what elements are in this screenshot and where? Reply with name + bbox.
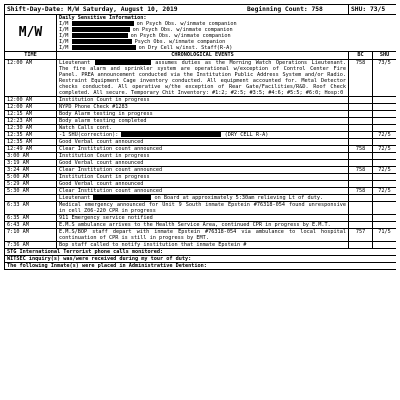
log-event: Clear Institution count announced [57,146,349,153]
header-row [5,5,397,15]
redaction-bar [93,195,151,200]
log-row [5,215,397,222]
log-bc [349,111,373,118]
log-bc: 757 [349,229,373,242]
log-time: 12:49 AM [5,146,57,153]
log-event: Body Alarm testing in progress [57,111,349,118]
log-time: 12:30 AM [5,125,57,132]
dsi-line: I/M on Psych Obs. w/inmate companion [59,33,231,39]
redaction-bar [72,39,132,44]
log-event: Clear Institution count announced [57,188,349,195]
header-cell [5,5,349,15]
dsi-line: I/M on Psych Obs. w/inmate companion [59,27,233,33]
redaction-bar [72,21,134,26]
log-bc: 758 [349,60,373,97]
log-row [5,181,397,188]
log-row [5,167,397,174]
log-bc [349,174,373,181]
log-event: NYPD Phone Check #1283 [57,104,349,111]
log-shu [373,125,396,132]
log-time: 12:00 AM [5,104,57,111]
dsi-line: I/M Psych Obs. w/inmate companion [59,39,226,45]
log-time: 3:24 AM [5,167,57,174]
log-time: 7:10 AM [5,229,57,242]
log-row [5,242,397,249]
log-row [5,188,397,195]
dsi-cell [57,15,397,52]
log-shu: 73/5 [373,60,396,97]
redaction-bar [95,60,151,65]
log-event: Body alarm testing completed [57,118,349,125]
log-shu [373,174,396,181]
shu-count: SHU: 73/5 [349,5,396,15]
log-bc [349,195,373,202]
admin-detention-line: The following Inmate(s) were placed in Administrative Detention: [5,263,397,270]
stg-row [5,249,397,256]
witsec-line: WITSEC inquiry(s) was/were received during my tour of duty: [5,256,397,263]
log-event: Bop staff called to notify institution that inmate Epstein # [57,242,349,249]
log-time: 6:33 AM [5,202,57,215]
column-header-row [5,52,397,60]
log-row [5,125,397,132]
log-event: E.M.S ambulance arrives to the Health Service Area, continued CPR in progress by E.M.T. [57,222,349,229]
log-time: 3:19 AM [5,160,57,167]
log-shu [373,104,396,111]
log-time: 6:43 AM [5,222,57,229]
log-time: 5:29 AM [5,181,57,188]
log-time: 12:00 AM [5,97,57,104]
admin-detention-row [5,263,397,270]
log-shu [373,97,396,104]
log-time: 5:00 AM [5,174,57,181]
log-bc [349,202,373,215]
redaction-bar [72,45,136,50]
log-time [5,195,57,202]
log-bc [349,215,373,222]
log-shu: 71/5 [373,229,396,242]
col-events: CHRONOLOGICAL EVENTS [57,52,349,60]
log-event: Good Verbal count announced [57,181,349,188]
log-row [5,60,397,97]
log-bc [349,160,373,167]
shift-log-table [4,4,396,270]
witsec-row [5,256,397,263]
log-row [5,195,397,202]
log-bc [349,153,373,160]
dsi-line: I/M on Psych Obs. w/inmate companion [59,21,237,27]
log-bc [349,118,373,125]
log-time: 12:15 AM [5,111,57,118]
log-bc [349,97,373,104]
log-shu: 72/5 [373,132,396,139]
log-row [5,111,397,118]
log-event: Clear Institution count announced [57,167,349,174]
log-row [5,118,397,125]
log-bc [349,139,373,146]
log-time: 5:30 AM [5,188,57,195]
log-bc: 758 [349,167,373,174]
log-time: 12:23 AM [5,118,57,125]
log-event: Lieutenant on Board at approximately 5:30am relieving Lt of duty. [57,195,349,202]
log-bc [349,125,373,132]
log-shu [373,195,396,202]
stg-calls-line: STG International Terrorist phone calls monitored: [5,249,397,256]
redaction-bar [121,132,221,137]
log-event: Institution Count in progress [57,174,349,181]
log-event: Lieutenant assumes duties as the Morning Watch Operations Lieutenant. The fire alarm and sprinkler system are operational w/exception of Control Center Fire Panel. PREA announcement conducted via the Institution Public Address System and/or Radio. Restraint Equipment Cage inventory conducted. All equipment accounted for. Metal Detector checks conducted. All operative w/the exception of Rear Gate/Facilities/R&D. Roof Check completed. All secure. Temporary Chit Inventory: #1:2; #2:5; #3:5; #4:6; #5:5; #6:0; Hosp:0 [57,60,349,97]
log-bc [349,181,373,188]
log-shu [373,118,396,125]
col-shu: SHU [373,52,396,60]
log-shu: 72/5 [373,146,396,153]
dsi-line: I/M on Dry Cell w/inst. Staff(R-A) [59,45,233,51]
dsi-title: Daily Sensitive Information: [59,15,147,21]
log-event: Medical emergency announced for Unit 9 South inmate Epstein #76318-054 found unresponsive in cell Z06-220 CPR in progress [57,202,349,215]
log-row [5,97,397,104]
log-row [5,222,397,229]
log-time: 12:00 AM [5,60,57,97]
log-row [5,139,397,146]
log-row [5,104,397,111]
log-row [5,160,397,167]
log-event: 911 Emergency service notified [57,215,349,222]
log-shu [373,153,396,160]
log-shu: 72/5 [373,188,396,195]
log-event: Watch Calls cont. [57,125,349,132]
log-row [5,202,397,215]
log-time: 3:00 AM [5,153,57,160]
log-shu [373,181,396,188]
log-row [5,146,397,153]
log-shu [373,242,396,249]
log-row [5,132,397,139]
log-bc [349,222,373,229]
log-shu [373,215,396,222]
log-shu: 72/5 [373,167,396,174]
log-shu [373,160,396,167]
log-bc [349,132,373,139]
log-event: Good Verbal count announced [57,139,349,146]
log-time: 7:36 AM [5,242,57,249]
log-shu [373,139,396,146]
log-event: E.M.S/BOP staff depart with inmate Epstein #76318-054 via ambulance to local hospital continuation of CPR is still in progress by EMT. [57,229,349,242]
log-bc: 758 [349,188,373,195]
log-bc [349,242,373,249]
log-bc: 758 [349,146,373,153]
shift-log-page [4,4,396,400]
log-event: Institution Count in progress [57,97,349,104]
col-time: TIME [5,52,57,60]
mw-label: M/W [5,15,57,52]
log-event: -1 SHU(correction): (DRY CELL R-A) [57,132,349,139]
log-shu [373,111,396,118]
log-time: 6:35 AM [5,215,57,222]
col-bc: BC [349,52,373,60]
beginning-count: Beginning Count: 758 [247,6,323,13]
log-time: 12:35 AM [5,132,57,139]
redaction-bar [72,33,128,38]
log-bc [349,104,373,111]
dsi-row [5,15,397,52]
log-event: Institution Count in progress [57,153,349,160]
shift-day-date: Shift-Day-Date: M/W Saturday, August 10, 2019 [7,6,178,13]
log-row [5,174,397,181]
log-row [5,153,397,160]
log-shu [373,202,396,215]
log-event: Good Verbal count announced [57,160,349,167]
log-shu [373,222,396,229]
log-time: 12:35 AM [5,139,57,146]
redaction-bar [72,27,130,32]
log-row [5,229,397,242]
